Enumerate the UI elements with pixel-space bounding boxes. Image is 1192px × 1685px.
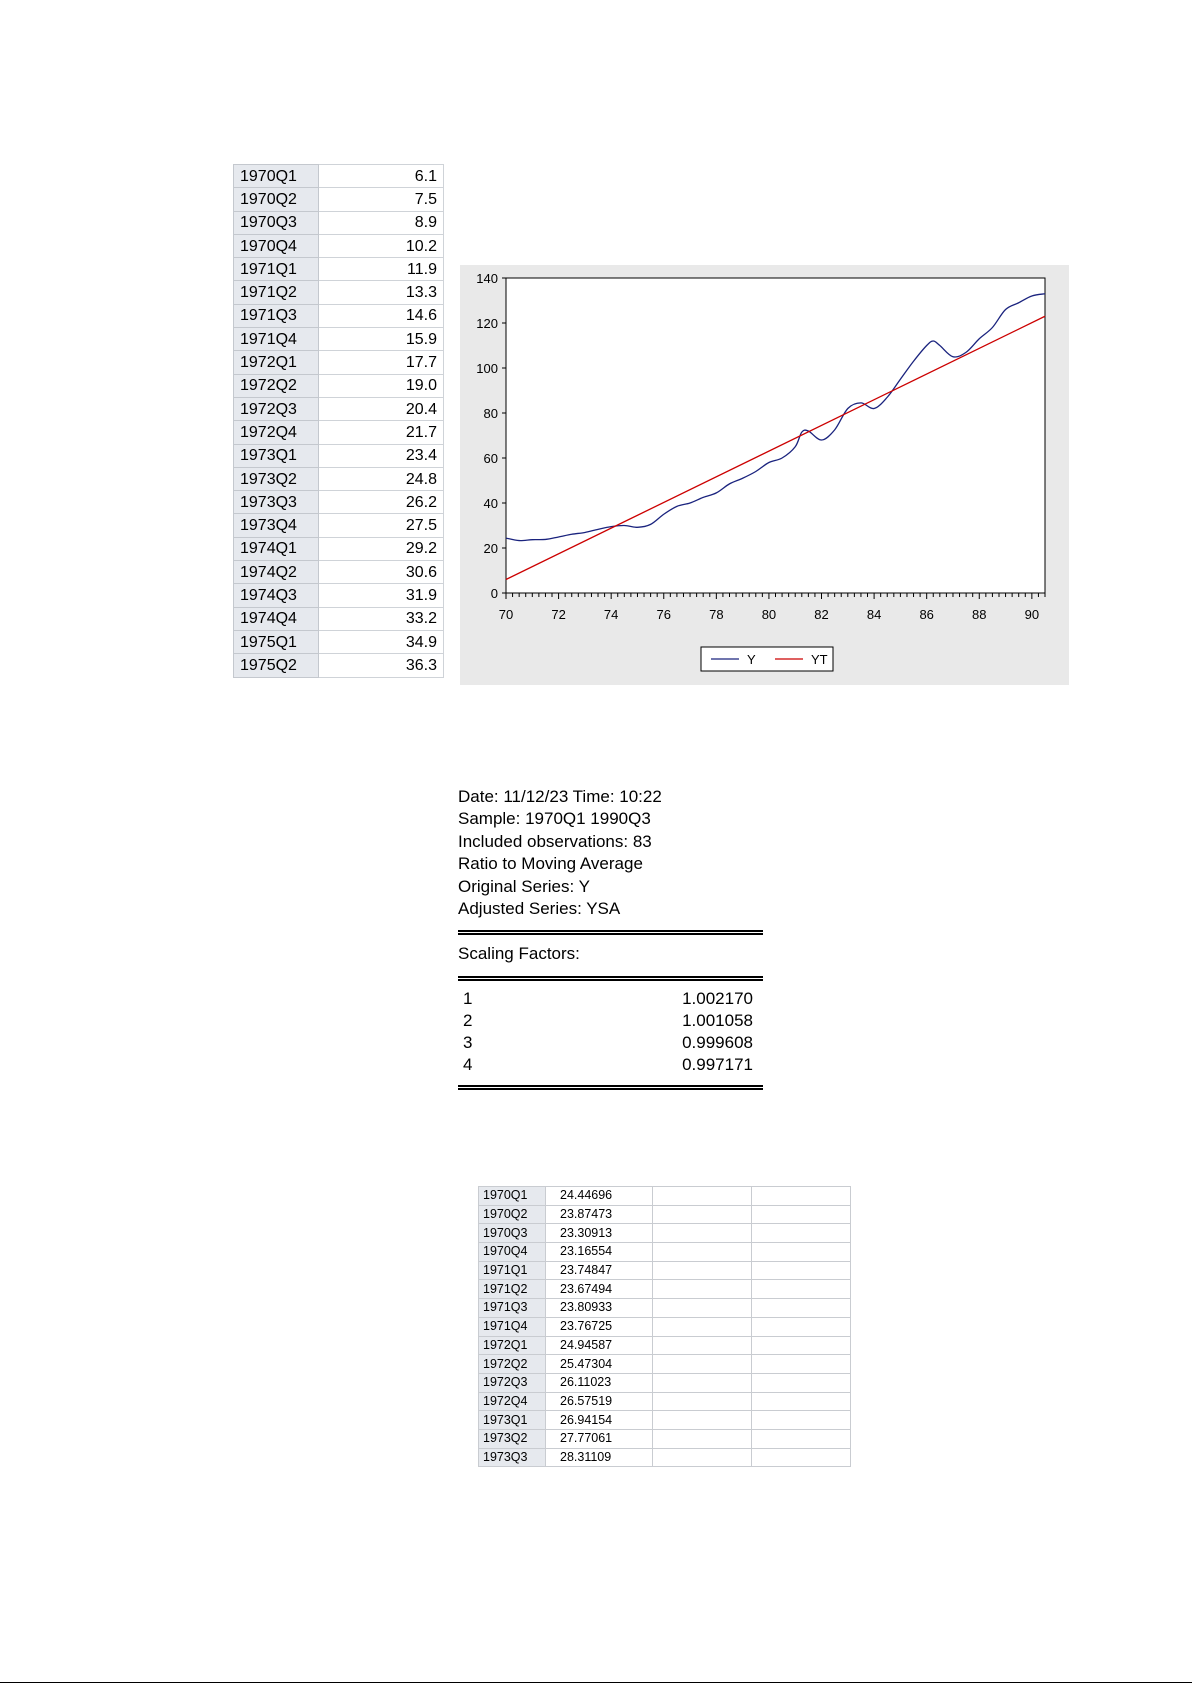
output-date-line: Date: 11/12/23 Time: 10:22: [458, 787, 662, 806]
empty-cell[interactable]: [752, 1392, 851, 1411]
scaling-factor-row: [463, 988, 753, 1010]
empty-cell[interactable]: [653, 1187, 752, 1206]
cell-value[interactable]: 25.47304: [546, 1355, 653, 1374]
series-ysa-table: [478, 1186, 851, 1467]
scaling-factor-row: [463, 1010, 753, 1032]
row-header-date[interactable]: 1970Q4: [479, 1243, 546, 1262]
row-header-date[interactable]: 1972Q1: [479, 1336, 546, 1355]
table-row: [234, 374, 444, 397]
series-y-table: [233, 164, 444, 678]
row-header-date[interactable]: 1970Q2: [479, 1205, 546, 1224]
cell-value[interactable]: 33.2: [319, 607, 444, 630]
x-tick-label: 72: [551, 607, 566, 622]
chart-svg: [460, 265, 1069, 685]
table-row: [234, 188, 444, 211]
empty-cell[interactable]: [752, 1205, 851, 1224]
scaling-factors-label: Scaling Factors:: [458, 944, 580, 963]
cell-value[interactable]: 10.2: [319, 234, 444, 257]
row-header-date[interactable]: 1974Q3: [234, 584, 319, 607]
empty-cell[interactable]: [752, 1429, 851, 1448]
plot-area: [506, 278, 1045, 593]
row-header-date[interactable]: 1974Q2: [234, 561, 319, 584]
empty-cell[interactable]: [752, 1280, 851, 1299]
double-rule: [458, 930, 763, 935]
table-row: [234, 654, 444, 677]
row-header-date[interactable]: 1971Q4: [234, 328, 319, 351]
row-header-date[interactable]: 1973Q2: [234, 467, 319, 490]
empty-cell[interactable]: [752, 1299, 851, 1318]
cell-value[interactable]: 23.16554: [546, 1243, 653, 1262]
row-header-date[interactable]: 1972Q4: [479, 1392, 546, 1411]
row-header-date[interactable]: 1974Q1: [234, 537, 319, 560]
table-row: [479, 1373, 851, 1392]
cell-value[interactable]: 30.6: [319, 561, 444, 584]
legend-label-yt: YT: [811, 652, 828, 667]
row-header-date[interactable]: 1972Q4: [234, 421, 319, 444]
cell-value[interactable]: 14.6: [319, 304, 444, 327]
output-adjusted-series-line: Adjusted Series: YSA: [458, 899, 621, 919]
y-tick-label: 80: [483, 406, 498, 421]
row-header-date[interactable]: 1973Q3: [479, 1448, 546, 1467]
empty-cell[interactable]: [752, 1224, 851, 1243]
cell-value[interactable]: 23.87473: [546, 1205, 653, 1224]
row-header-date[interactable]: 1971Q1: [234, 258, 319, 281]
table-row: [479, 1243, 851, 1262]
table-row: [479, 1411, 851, 1430]
cell-value[interactable]: 29.2: [319, 537, 444, 560]
row-header-date[interactable]: 1972Q2: [479, 1355, 546, 1374]
table-row: [234, 514, 444, 537]
cell-value[interactable]: 8.9: [319, 211, 444, 234]
empty-cell[interactable]: [653, 1411, 752, 1430]
table-row: [234, 607, 444, 630]
row-header-date[interactable]: 1975Q2: [234, 654, 319, 677]
cell-value[interactable]: 26.94154: [546, 1411, 653, 1430]
empty-cell[interactable]: [653, 1243, 752, 1262]
cell-value[interactable]: 26.57519: [546, 1392, 653, 1411]
row-header-date[interactable]: 1972Q3: [234, 397, 319, 420]
row-header-date[interactable]: 1972Q3: [479, 1373, 546, 1392]
cell-value[interactable]: 24.94587: [546, 1336, 653, 1355]
table-row: [234, 467, 444, 490]
empty-cell[interactable]: [752, 1448, 851, 1467]
cell-value[interactable]: 26.11023: [546, 1373, 653, 1392]
table-row: [479, 1224, 851, 1243]
x-tick-label: 86: [919, 607, 934, 622]
empty-cell[interactable]: [653, 1261, 752, 1280]
table-row: [479, 1205, 851, 1224]
table-row: [479, 1392, 851, 1411]
x-tick-label: 88: [972, 607, 987, 622]
empty-cell[interactable]: [653, 1336, 752, 1355]
table-row: [234, 397, 444, 420]
empty-cell[interactable]: [752, 1261, 851, 1280]
cell-value[interactable]: 26.2: [319, 491, 444, 514]
table-row: [234, 630, 444, 653]
row-header-date[interactable]: 1971Q1: [479, 1261, 546, 1280]
table-row: [234, 537, 444, 560]
cell-value[interactable]: 23.76725: [546, 1317, 653, 1336]
empty-cell[interactable]: [653, 1317, 752, 1336]
y-tick-label: 120: [476, 316, 498, 331]
table-row: [479, 1448, 851, 1467]
empty-cell[interactable]: [653, 1280, 752, 1299]
x-tick-label: 80: [761, 607, 777, 622]
row-header-date[interactable]: 1971Q3: [234, 304, 319, 327]
row-header-date[interactable]: 1971Q3: [479, 1299, 546, 1318]
table-row: [234, 421, 444, 444]
table-row: [479, 1261, 851, 1280]
empty-cell[interactable]: [653, 1392, 752, 1411]
cell-value[interactable]: 36.3: [319, 654, 444, 677]
cell-value[interactable]: 28.31109: [546, 1448, 653, 1467]
y-tick-label: 140: [476, 271, 498, 286]
cell-value[interactable]: 21.7: [319, 421, 444, 444]
cell-value[interactable]: 13.3: [319, 281, 444, 304]
empty-cell[interactable]: [653, 1429, 752, 1448]
double-rule: [458, 1085, 763, 1090]
factor-value: 0.997171: [682, 1055, 753, 1074]
cell-value[interactable]: 24.44696: [546, 1187, 653, 1206]
empty-cell[interactable]: [752, 1336, 851, 1355]
x-tick-label: 76: [656, 607, 671, 622]
y-tick-label: 40: [483, 496, 498, 511]
y-tick-label: 0: [490, 586, 498, 601]
cell-value[interactable]: 11.9: [319, 258, 444, 281]
page-footer-rule: [0, 1682, 1192, 1683]
seasonal-adjustment-output: [458, 786, 662, 920]
table-row: [479, 1336, 851, 1355]
y-tick-label: 20: [483, 541, 498, 556]
scaling-factor-row: [463, 1054, 753, 1076]
empty-cell[interactable]: [653, 1205, 752, 1224]
table-row: [479, 1317, 851, 1336]
empty-cell[interactable]: [752, 1243, 851, 1262]
table-row: [234, 351, 444, 374]
row-header-date[interactable]: 1970Q4: [234, 234, 319, 257]
output-observations-line: Included observations: 83: [458, 831, 652, 851]
table-row: [479, 1429, 851, 1448]
cell-value[interactable]: 15.9: [319, 328, 444, 351]
cell-value[interactable]: 6.1: [319, 165, 444, 188]
table-row: [234, 491, 444, 514]
table-row: [234, 304, 444, 327]
cell-value[interactable]: 34.9: [319, 630, 444, 653]
empty-cell[interactable]: [653, 1355, 752, 1374]
factor-period: 1: [463, 989, 473, 1008]
x-tick-label: 74: [603, 607, 619, 622]
row-header-date[interactable]: 1970Q3: [234, 211, 319, 234]
cell-value[interactable]: 20.4: [319, 397, 444, 420]
row-header-date[interactable]: 1973Q4: [234, 514, 319, 537]
cell-value[interactable]: 23.30913: [546, 1224, 653, 1243]
empty-cell[interactable]: [752, 1187, 851, 1206]
empty-cell[interactable]: [752, 1373, 851, 1392]
factor-period: 2: [463, 1011, 473, 1030]
empty-cell[interactable]: [653, 1299, 752, 1318]
row-header-date[interactable]: 1970Q2: [234, 188, 319, 211]
row-header-date[interactable]: 1973Q3: [234, 491, 319, 514]
table-row: [234, 281, 444, 304]
table-row: [234, 258, 444, 281]
table-row: [234, 165, 444, 188]
cell-value[interactable]: 23.74847: [546, 1261, 653, 1280]
y-yt-line-chart: [460, 265, 1069, 685]
row-header-date[interactable]: 1973Q1: [479, 1411, 546, 1430]
row-header-date[interactable]: 1975Q1: [234, 630, 319, 653]
table-row: [479, 1299, 851, 1318]
empty-cell[interactable]: [752, 1317, 851, 1336]
cell-value[interactable]: 27.77061: [546, 1429, 653, 1448]
y-tick-label: 60: [483, 451, 498, 466]
row-header-date[interactable]: 1973Q2: [479, 1429, 546, 1448]
table-row: [479, 1187, 851, 1206]
table-row: [479, 1280, 851, 1299]
table-row: [234, 561, 444, 584]
cell-value[interactable]: 23.80933: [546, 1299, 653, 1318]
row-header-date[interactable]: 1970Q3: [479, 1224, 546, 1243]
factor-value: 0.999608: [682, 1033, 753, 1052]
table-row: [234, 444, 444, 467]
factor-period: 4: [463, 1055, 473, 1074]
factor-value: 1.001058: [682, 1011, 753, 1030]
factor-period: 3: [463, 1033, 473, 1052]
row-header-date[interactable]: 1970Q1: [234, 165, 319, 188]
cell-value[interactable]: 24.8: [319, 467, 444, 490]
row-header-date[interactable]: 1971Q2: [479, 1280, 546, 1299]
x-tick-label: 90: [1024, 607, 1040, 622]
table-row: [234, 211, 444, 234]
cell-value[interactable]: 27.5: [319, 514, 444, 537]
double-rule: [458, 976, 763, 981]
x-tick-label: 78: [709, 607, 724, 622]
cell-value[interactable]: 31.9: [319, 584, 444, 607]
output-original-series-line: Original Series: Y: [458, 876, 590, 896]
cell-value[interactable]: 23.4: [319, 444, 444, 467]
table-row: [234, 328, 444, 351]
row-header-date[interactable]: 1974Q4: [234, 607, 319, 630]
cell-value[interactable]: 17.7: [319, 351, 444, 374]
y-tick-label: 100: [476, 361, 498, 376]
empty-cell[interactable]: [653, 1373, 752, 1392]
empty-cell[interactable]: [752, 1355, 851, 1374]
output-sample-line: Sample: 1970Q1 1990Q3: [458, 809, 651, 829]
row-header-date[interactable]: 1972Q2: [234, 374, 319, 397]
legend-label-y: Y: [747, 652, 756, 667]
factor-value: 1.002170: [682, 989, 753, 1008]
x-tick-label: 70: [498, 607, 514, 622]
empty-cell[interactable]: [653, 1448, 752, 1467]
scaling-factor-row: [463, 1032, 753, 1054]
empty-cell[interactable]: [752, 1411, 851, 1430]
x-tick-label: 82: [814, 607, 829, 622]
cell-value[interactable]: 19.0: [319, 374, 444, 397]
cell-value[interactable]: 7.5: [319, 188, 444, 211]
output-method-line: Ratio to Moving Average: [458, 854, 643, 874]
table-row: [479, 1355, 851, 1374]
empty-cell[interactable]: [653, 1224, 752, 1243]
table-row: [234, 234, 444, 257]
row-header-date[interactable]: 1973Q1: [234, 444, 319, 467]
row-header-date[interactable]: 1971Q2: [234, 281, 319, 304]
x-tick-label: 84: [866, 607, 882, 622]
table-row: [234, 584, 444, 607]
row-header-date[interactable]: 1972Q1: [234, 351, 319, 374]
row-header-date[interactable]: 1970Q1: [479, 1187, 546, 1206]
cell-value[interactable]: 23.67494: [546, 1280, 653, 1299]
row-header-date[interactable]: 1971Q4: [479, 1317, 546, 1336]
